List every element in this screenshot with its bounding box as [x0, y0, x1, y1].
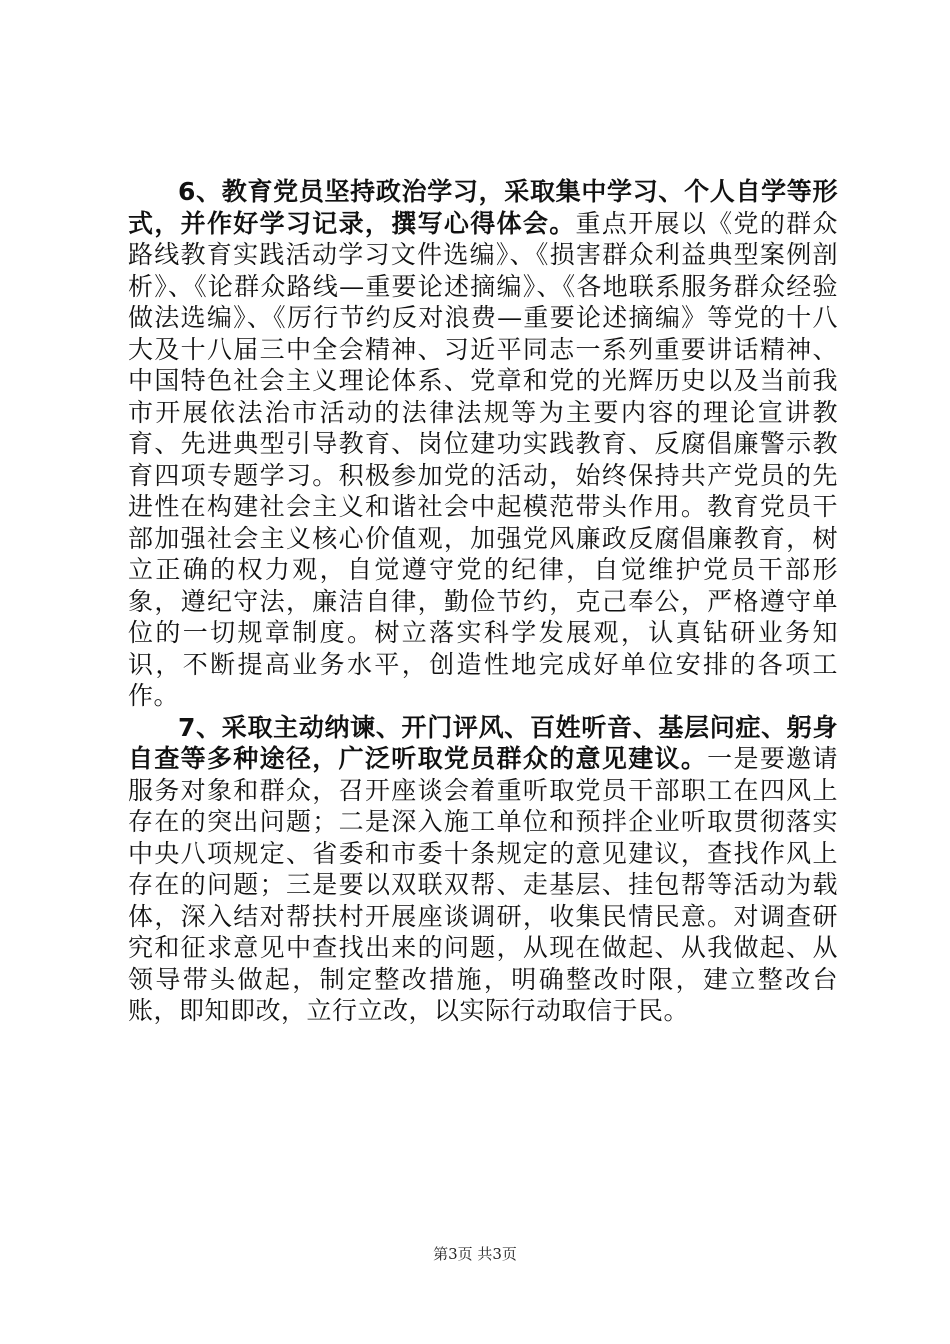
paragraph-6-lead: 6、教育党员坚持政治学习，采取集中学习、个人自学等形式，并作好学习记录，撰写心得体会。 — [128, 177, 838, 238]
page-number-footer: 第3页 共3页 — [433, 1245, 517, 1263]
paragraph-7-body: 一是要邀请服务对象和群众，召开座谈会着重听取党员干部职工在四风上存在的突出问题；二是深入施工单位和预拌企业听取贯彻落实中央八项规定、省委和市委十条规定的意见建议，查找作风上存在的问题；三是要以双联双帮、走基层、挂包帮等活动为载体，深入结对帮扶村开展座谈调研，收集民情民意。对调查研究和征求意见中查找出来的问题，从现在做起、从我做起、从领导带头做起，制定整改措施，明确整改时限，建立整改台账，即知即改，立行立改，以实际行动取信于民。 — [128, 744, 838, 1025]
paragraph-7-lead: 7、采取主动纳谏、开门评风、百姓听音、基层问症、躬身自查等多种途径，广泛听取党员群众的意见建议。 — [128, 712, 838, 773]
paragraph-6-body: 重点开展以《党的群众路线教育实践活动学习文件选编》、《损害群众利益典型案例剖析》、《论群众路线—重要论述摘编》、《各地联系服务群众经验做法选编》、《厉行节约反对浪费—重要论述摘编》等党的十八大及十八届三中全会精神、习近平同志一系列重要讲话精神、中国特色社会主义理论体系、党章和党的光辉历史以及当前我市开展依法治市活动的法律法规等为主要内容的理论宣讲教育、先进典型引导教育、岗位建功实践教育、反腐倡廉警示教育四项专题学习。积极参加党的活动，始终保持共产党员的先进性在构建社会主义和谐社会中起模范带头作用。教育党员干部加强社会主义核心价值观，加强党风廉政反腐倡廉教育，树立正确的权力观，自觉遵守党的纪律，自觉维护党员干部形象，遵纪守法，廉洁自律，勤俭节约，克己奉公，严格遵守单位的一切规章制度。树立落实科学发展观，认真钻研业务知识，不断提高业务水平，创造性地完成好单位安排的各项工作。 — [128, 208, 838, 710]
paragraph-6 — [128, 176, 838, 712]
document-body — [128, 176, 838, 1027]
paragraph-7 — [128, 712, 838, 1027]
